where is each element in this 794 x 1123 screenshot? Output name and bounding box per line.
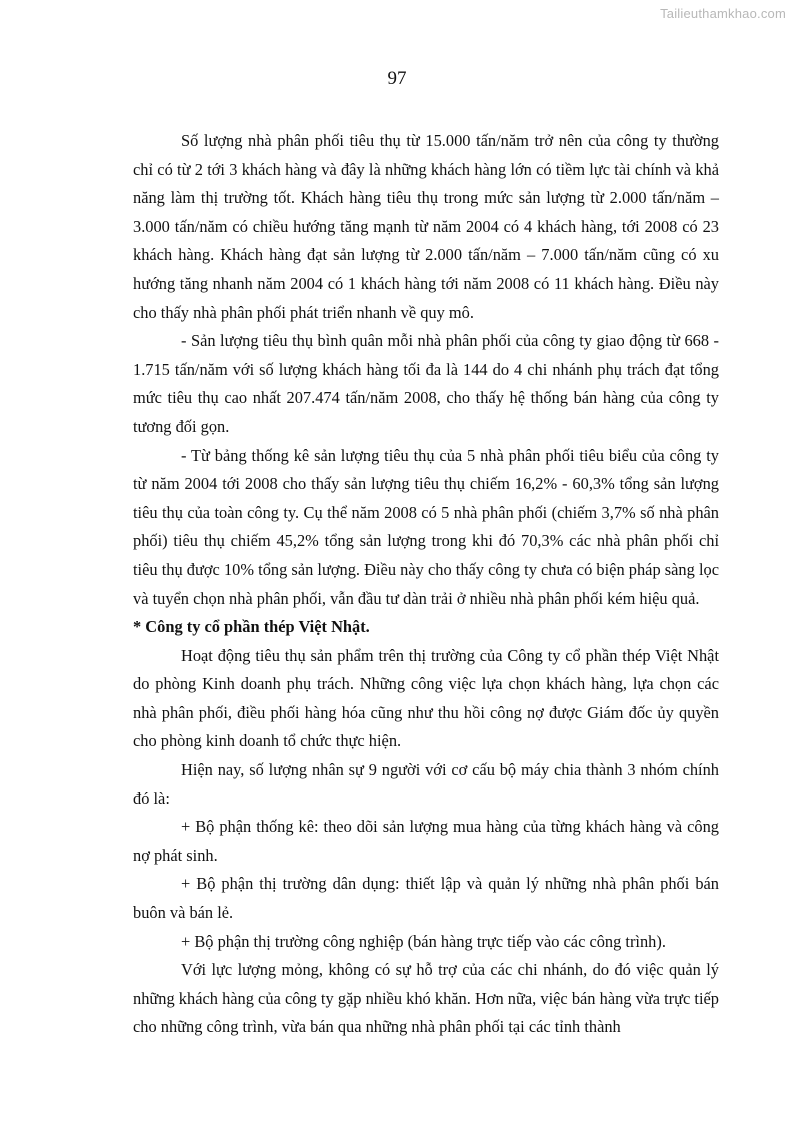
paragraph-difficulties: Với lực lượng mỏng, không có sự hỗ trợ của các chi nhánh, do đó việc quản lý những khách hàng của công ty gặp nhiều khó khăn. Hơn nữa, việc bán hàng vừa trực tiếp cho những công trình, vừa bán qua những nhà phân phối tại các tỉnh thành [133,960,719,1037]
paragraph-staff-structure: Hiện nay, số lượng nhân sự 9 người với cơ cấu bộ máy chia thành 3 nhóm chính đó là: [133,760,719,808]
page-number: 97 [387,68,407,89]
watermark-text: Tailieuthamkhao.com [660,6,786,21]
paragraph-distributor-volume: Số lượng nhà phân phối tiêu thụ từ 15.000 tấn/năm trở nên của công ty thường chỉ có từ 2 tới 3 khách hàng và đây là những khách hàng lớn có tiềm lực tài chính và khả năng làm thị trường tốt. Khách hàng tiêu thụ trong mức sản lượng từ 2.000 tấn/năm – 3.000 tấn/năm có chiều hướng tăng mạnh từ năm 2004 có 4 khách hàng, tới 2008 có 23 khách hàng. Khách hàng đạt sản lượng từ 2.000 tấn/năm – 7.000 tấn/năm cũng có xu hướng tăng nhanh năm 2004 có 1 khách hàng tới năm 2008 có 11 khách hàng. Điều này cho thấy nhà phân phối phát triển nhanh về quy mô. [133,131,719,322]
paragraph-sales-department: Hoạt động tiêu thụ sản phẩm trên thị trường của Công ty cổ phần thép Việt Nhật do phòng Kinh doanh phụ trách. Những công việc lựa chọn khách hàng, lựa chọn các nhà phân phối, điều phối hàng hóa cũng như thu hồi công nợ được Giám đốc ủy quyền cho phòng kinh doanh tổ chức thực hiện. [133,645,719,751]
list-item-statistics: + Bộ phận thống kê: theo dõi sản lượng mua hàng của từng khách hàng và công nợ phát sinh. [133,817,719,865]
list-item-civil-market: + Bộ phận thị trường dân dụng: thiết lập và quản lý những nhà phân phối bán buôn và bán lẻ. [133,874,719,923]
paragraph-top-distributors: - Từ bảng thống kê sản lượng tiêu thụ của 5 nhà phân phối tiêu biểu của công ty từ năm 2004 tới 2008 cho thấy sản lượng tiêu thụ chiếm 16,2% - 60,3% tổng sản lượng tiêu thụ của toàn công ty. Cụ thể năm 2008 có 5 nhà phân phối (chiếm 3,7% số nhà phân phối) tiêu thụ chiếm 45,2% tổng sản lượng trong khi đó 70,3% các nhà phân phối chỉ tiêu thụ được 10% tổng sản lượng. Điều này cho thấy công ty chưa có biện pháp sàng lọc và tuyển chọn nhà phân phối, vẫn đầu tư dàn trải ở nhiều nhà phân phối kém hiệu quả. [133,445,719,608]
section-heading-viet-nhat: * Công ty cổ phần thép Việt Nhật. [133,617,370,637]
paragraph-average-volume: - Sản lượng tiêu thụ bình quân mỗi nhà phân phối của công ty giao động từ 668 - 1.715 tấn/năm với số lượng khách hàng tối đa là 144 do 4 chi nhánh phụ trách đạt tổng mức tiêu thụ cao nhất 207.474 tấn/năm 2008, cho thấy hệ thống bán hàng của công ty tương đối gọn. [133,331,719,436]
list-item-industrial-market: + Bộ phận thị trường công nghiệp (bán hàng trực tiếp vào các công trình). [181,931,666,951]
document-body [133,127,719,1042]
